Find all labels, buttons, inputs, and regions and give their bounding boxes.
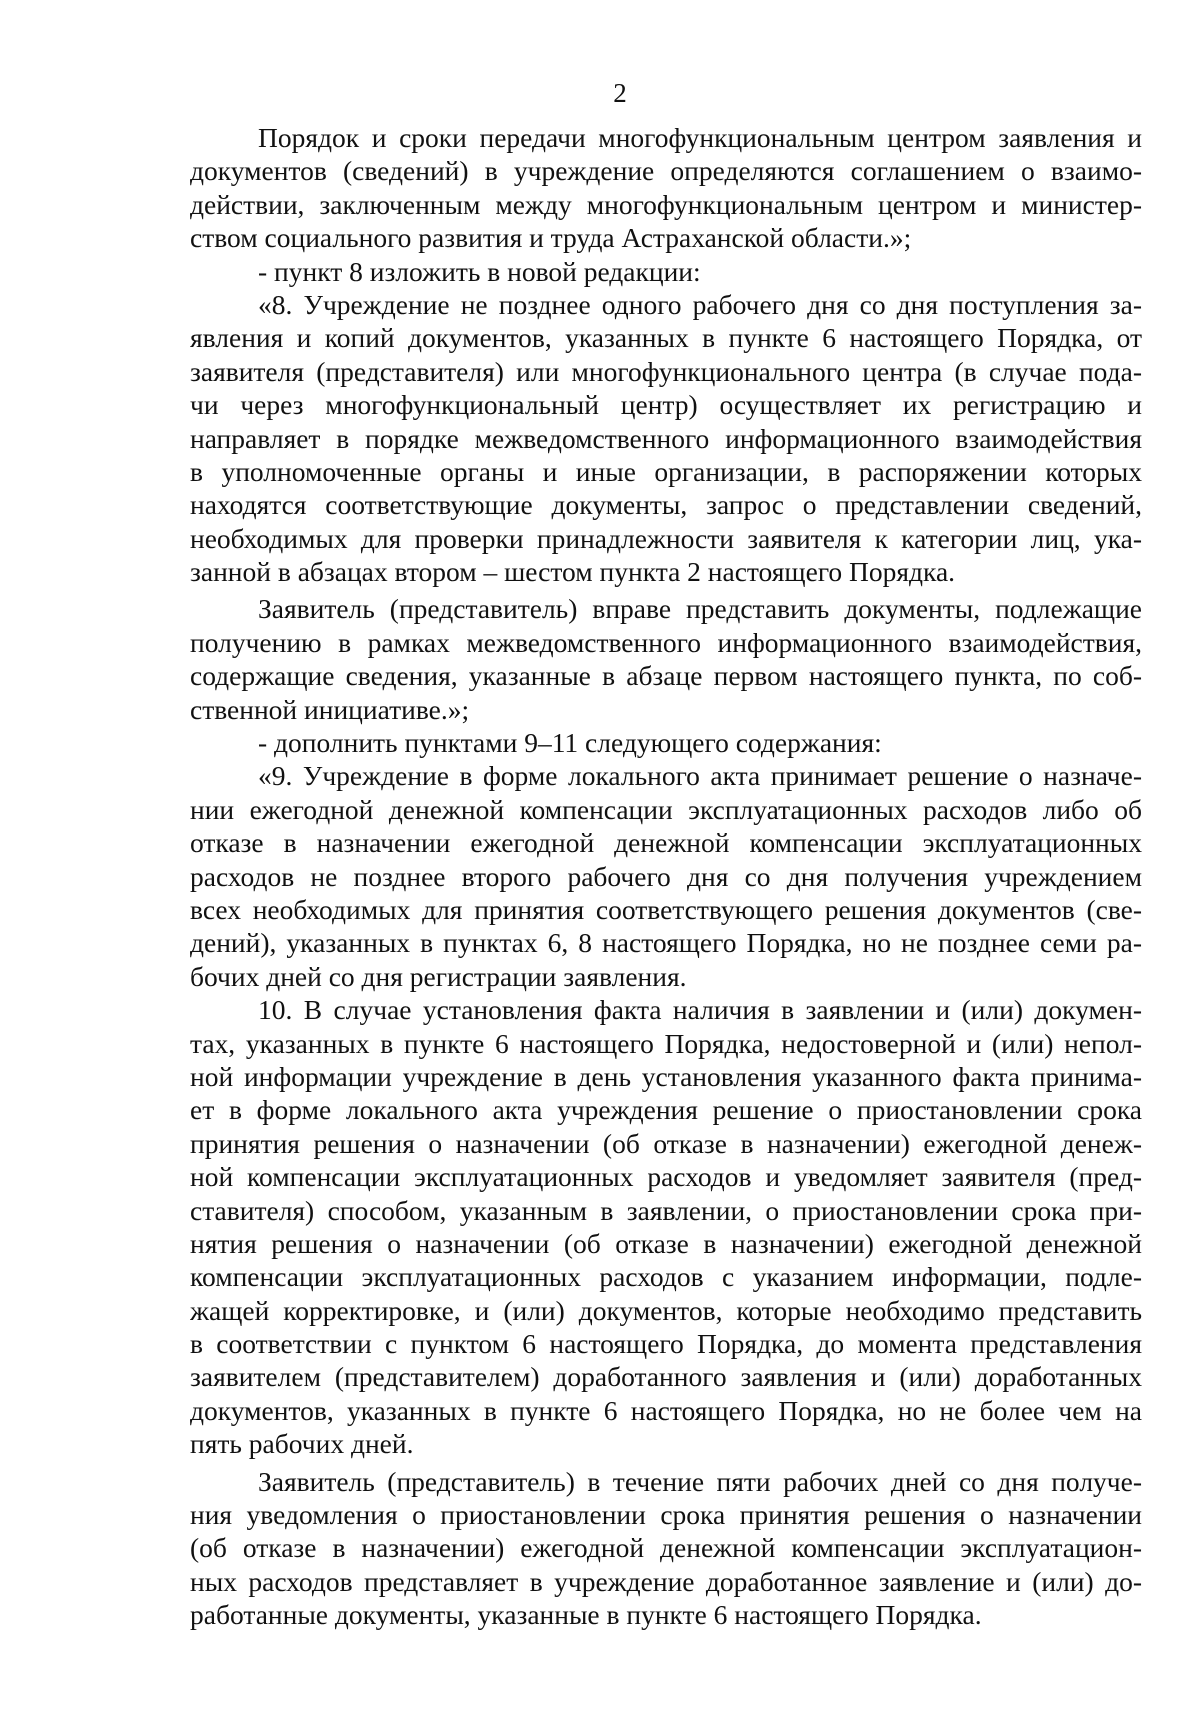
text-line: содержащие сведения, указанные в абзаце первом настоящего пункта, по соб-	[190, 660, 1142, 692]
text-line: нии ежегодной денежной компенсации эксплуатационных расходов либо об	[190, 793, 1142, 825]
text-line: Заявитель (представитель) в течение пяти рабочих дней со дня получе-	[258, 1465, 1142, 1497]
text-line: компенсации эксплуатационных расходов с указанием информации, подле-	[190, 1261, 1142, 1293]
text-line: жащей корректировке, и (или) документов, которые необходимо представить	[190, 1294, 1142, 1326]
text-line: находятся соответствующие документы, запрос о представлении сведений,	[190, 489, 1142, 521]
text-line: направляет в порядке межведомственного информационного взаимодействия	[190, 422, 1142, 454]
text-line: «8. Учреждение не позднее одного рабочего дня со дня поступления за-	[258, 288, 1142, 320]
text-line: Порядок и сроки передачи многофункциональным центром заявления и	[258, 122, 1142, 153]
text-line: Заявитель (представитель) вправе представить документы, подлежащие	[258, 593, 1142, 625]
text-line: ния уведомления о приостановлении срока принятия решения о назначении	[190, 1499, 1142, 1531]
text-line: необходимых для проверки принадлежности заявителя к категории лиц, ука-	[190, 522, 1142, 554]
text-line: работанные документы, указанные в пункте 6 настоящего Порядка.	[190, 1599, 982, 1631]
text-line: всех необходимых для принятия соответствующего решения документов (све-	[190, 893, 1142, 925]
text-line: действии, заключенным между многофункциональным центром и министер-	[190, 188, 1142, 220]
text-line: ственной инициативе.»;	[190, 693, 470, 725]
text-line: ством социального развития и труда Астраханской области.»;	[190, 222, 912, 254]
text-line: ставителя) способом, указанным в заявлении, о приостановлении срока при-	[190, 1194, 1142, 1226]
text-line: заявителем (представителем) доработанного заявления и (или) доработанных	[190, 1361, 1142, 1393]
text-line: 10. В случае установления факта наличия в заявлении и (или) докумен-	[258, 994, 1142, 1026]
text-line: заявителя (представителя) или многофункционального центра (в случае пода-	[190, 355, 1142, 387]
text-line: пять рабочих дней.	[190, 1428, 414, 1460]
text-line: нятия решения о назначении (об отказе в назначении) ежегодной денежной	[190, 1227, 1142, 1259]
text-line: (об отказе в назначении) ежегодной денежной компенсации эксплуатацион-	[190, 1532, 1142, 1564]
text-line: тах, указанных в пункте 6 настоящего Порядка, недостоверной и (или) непол-	[190, 1027, 1142, 1059]
text-line: занной в абзацах втором – шестом пункта 2 настоящего Порядка.	[190, 556, 956, 588]
text-line: - дополнить пунктами 9–11 следующего содержания:	[258, 727, 882, 759]
text-line: дений), указанных в пунктах 6, 8 настоящего Порядка, но не позднее семи ра-	[190, 927, 1142, 959]
document-body	[190, 121, 1142, 1632]
text-line: отказе в назначении ежегодной денежной компенсации эксплуатационных	[190, 827, 1142, 859]
text-line: ных расходов представляет в учреждение доработанное заявление и (или) до-	[190, 1565, 1142, 1597]
text-line: ной информации учреждение в день установления указанного факта принима-	[190, 1060, 1142, 1092]
text-line: документов (сведений) в учреждение определяются соглашением о взаимо-	[190, 155, 1142, 187]
text-line: ной компенсации эксплуатационных расходов и уведомляет заявителя (пред-	[190, 1161, 1142, 1193]
text-line: принятия решения о назначении (об отказе в назначении) ежегодной денеж-	[190, 1127, 1142, 1159]
text-line: ет в форме локального акта учреждения решение о приостановлении срока	[190, 1094, 1142, 1126]
text-line: расходов не позднее второго рабочего дня со дня получения учреждением	[190, 860, 1142, 892]
text-line: «9. Учреждение в форме локального акта принимает решение о назначе-	[258, 760, 1142, 792]
text-line: чи через многофункциональный центр) осуществляет их регистрацию и	[190, 389, 1142, 421]
text-line: документов, указанных в пункте 6 настоящего Порядка, но не более чем на	[190, 1394, 1142, 1426]
page-number: 2	[613, 78, 627, 108]
text-line: в соответствии с пунктом 6 настоящего Порядка, до момента представления	[190, 1328, 1142, 1360]
text-line: получению в рамках межведомственного информационного взаимодействия,	[190, 626, 1142, 658]
text-line: явления и копий документов, указанных в пункте 6 настоящего Порядка, от	[190, 322, 1142, 354]
text-line: - пункт 8 изложить в новой редакции:	[258, 255, 701, 287]
text-line: бочих дней со дня регистрации заявления.	[190, 960, 687, 992]
text-line: в уполномоченные органы и иные организации, в распоряжении которых	[190, 455, 1142, 487]
